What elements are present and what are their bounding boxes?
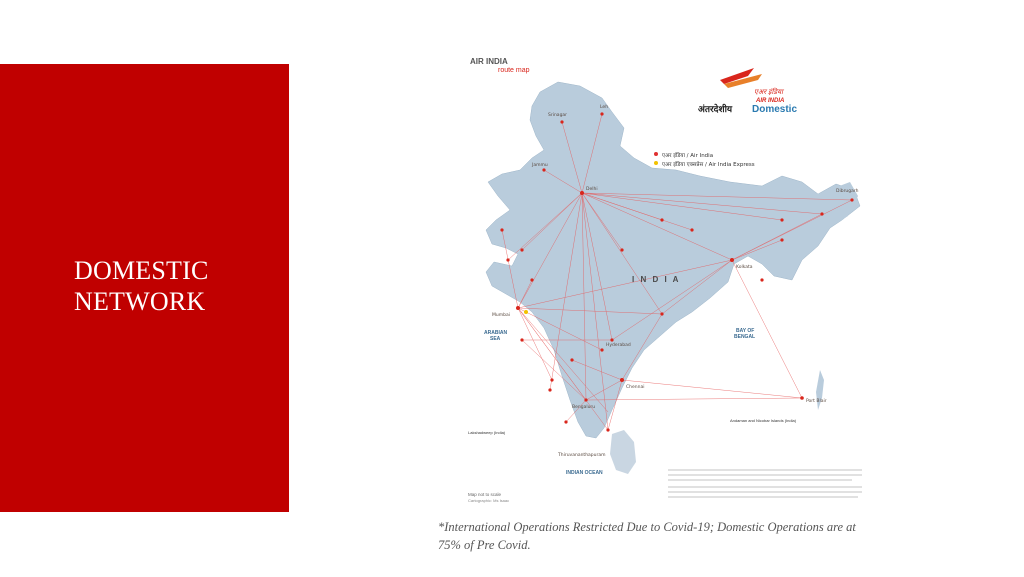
andaman-label: Andaman and Nicobar Islands (India) xyxy=(730,418,797,423)
slide-title-line1: DOMESTIC xyxy=(74,256,209,285)
indian-ocean-label: INDIAN OCEAN xyxy=(566,470,603,476)
city-label-chennai: Chennai xyxy=(626,385,645,390)
route-map-svg xyxy=(462,50,866,510)
slide-title xyxy=(74,255,274,317)
city-label-srinagar: Srinagar xyxy=(548,113,568,118)
footnote-line2: 75% of Pre Covid. xyxy=(438,538,531,552)
scale-note-1: Map not to scale xyxy=(468,492,502,497)
city-label-delhi: Delhi xyxy=(586,187,598,192)
city-label-bengaluru: Bengaluru xyxy=(572,405,596,410)
city-label-jammu: Jammu xyxy=(532,163,548,168)
express-hub-dot xyxy=(524,310,528,314)
map-header-line1: AIR INDIA xyxy=(470,57,508,66)
legend-item-express: एअर इंडिया एक्सप्रेस / Air India Express xyxy=(662,162,755,168)
country-label: I N D I A xyxy=(632,275,681,284)
arabian-sea-label-1: ARABIAN xyxy=(484,330,508,336)
footnote-line1: *International Operations Restricted Due to Covid-19; Domestic Operations are at xyxy=(438,520,856,534)
city-label-thiruvananthapuram: Thiruvananthapuram xyxy=(558,453,606,458)
city-label-dibrugarh: Dibrugarh xyxy=(836,189,859,194)
bay-label-2: BENGAL xyxy=(734,334,756,340)
city-label-leh: Leh xyxy=(600,105,609,110)
logo-hindi: एअर इंडिया xyxy=(754,89,783,96)
lakshadweep-label: Lakshadweep (India) xyxy=(468,430,506,435)
andaman-islands xyxy=(816,370,824,410)
city-label-port-blair: Port Blair xyxy=(806,399,827,404)
covid-footnote xyxy=(438,518,878,554)
legend-dot-air-india xyxy=(654,152,658,156)
logo-en: AIR INDIA xyxy=(756,98,785,104)
disclaimer-text-block xyxy=(668,470,862,497)
sri-lanka xyxy=(610,430,636,474)
scale-note-2: Cartographic: Ms Isaac xyxy=(468,498,510,503)
map-header-line2: route map xyxy=(498,67,530,74)
india-landmass xyxy=(486,82,860,438)
legend-item-air-india: एअर इंडिया / Air India xyxy=(662,153,714,159)
city-label-hyderabad: Hyderabad xyxy=(606,343,631,348)
section-en: Domestic xyxy=(752,104,798,115)
legend-dot-express xyxy=(654,161,658,165)
air-india-logo xyxy=(720,68,784,104)
slide-title-line2: NETWORK xyxy=(74,287,206,316)
map-legend xyxy=(654,152,755,168)
city-label-mumbai: Mumbai xyxy=(492,313,510,318)
city-label-kolkata: Kolkata xyxy=(736,265,753,270)
bay-label-1: BAY OF xyxy=(736,328,755,334)
section-hindi: अंतरदेशीय xyxy=(698,105,733,115)
route-map xyxy=(462,50,866,510)
arabian-sea-label-2: SEA xyxy=(490,336,501,342)
